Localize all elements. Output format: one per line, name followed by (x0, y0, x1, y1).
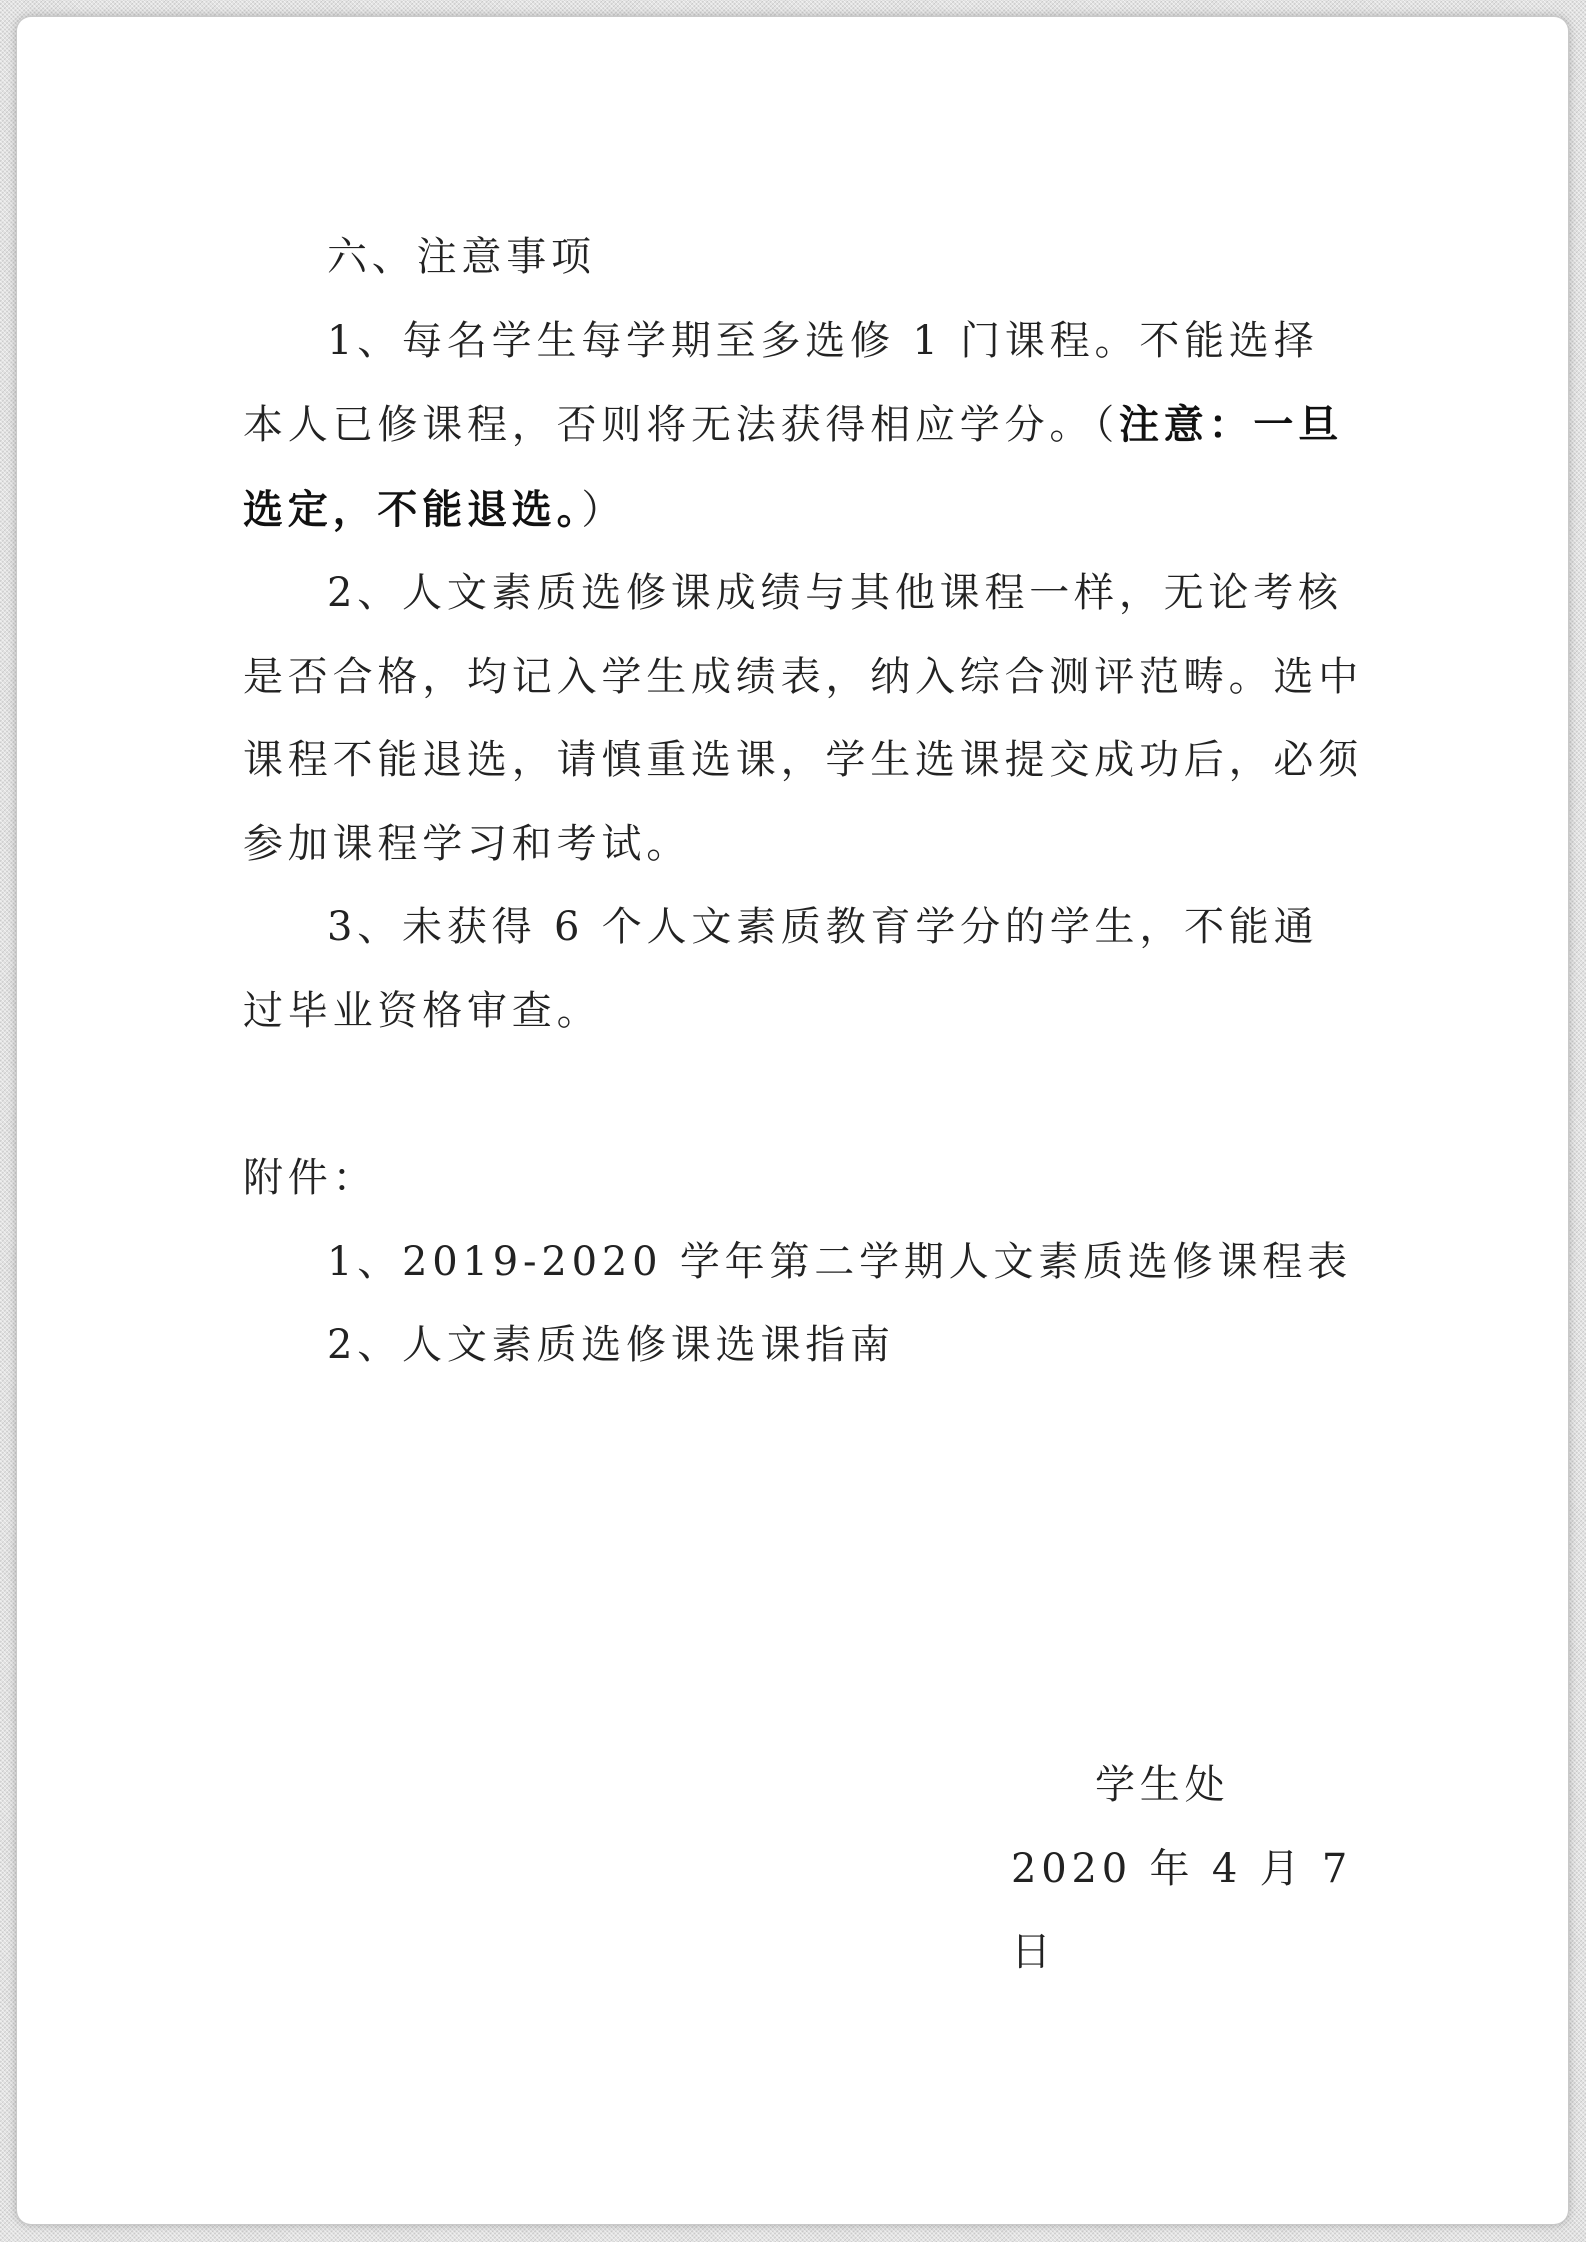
notice-item-2: 2、人文素质选修课成绩与其他课程一样，无论考核是否合格，均记入学生成绩表，纳入综合测评范畴。选中课程不能退选，请慎重选课，学生选课提交成功后，必须参加课程学习和考试。 (243, 570, 1363, 867)
attachment-item-1: 1、2019-2020 学年第二学期人文素质选修课程表 (327, 1238, 1352, 1285)
signature-date: 2020 年 4 月 7 日 (1011, 1845, 1353, 1975)
signature-block (243, 1744, 1363, 1995)
notice-item-1-emphasis: 注意：一旦选定，不能退选。 (243, 401, 1343, 533)
attachment-item-2: 2、人文素质选修课选课指南 (327, 1322, 895, 1368)
notice-item-1-text: 1、每名学生每学期至多选修 1 门课程。不能选择本人已修课程，否则将无法获得相应学分。（ (243, 317, 1319, 448)
attachments-label: 附件： (243, 1155, 378, 1201)
notice-item-3: 3、未获得 6 个人文素质教育学分的学生，不能通过毕业资格审查。 (243, 904, 1319, 1034)
section-heading: 六、注意事项 (327, 234, 596, 280)
document-body (243, 216, 1363, 1975)
notice-item-1 (243, 300, 1363, 553)
signature-department: 学生处 (1095, 1762, 1230, 1808)
document-page (17, 17, 1568, 2224)
notice-item-1-tail: ） (581, 486, 627, 533)
